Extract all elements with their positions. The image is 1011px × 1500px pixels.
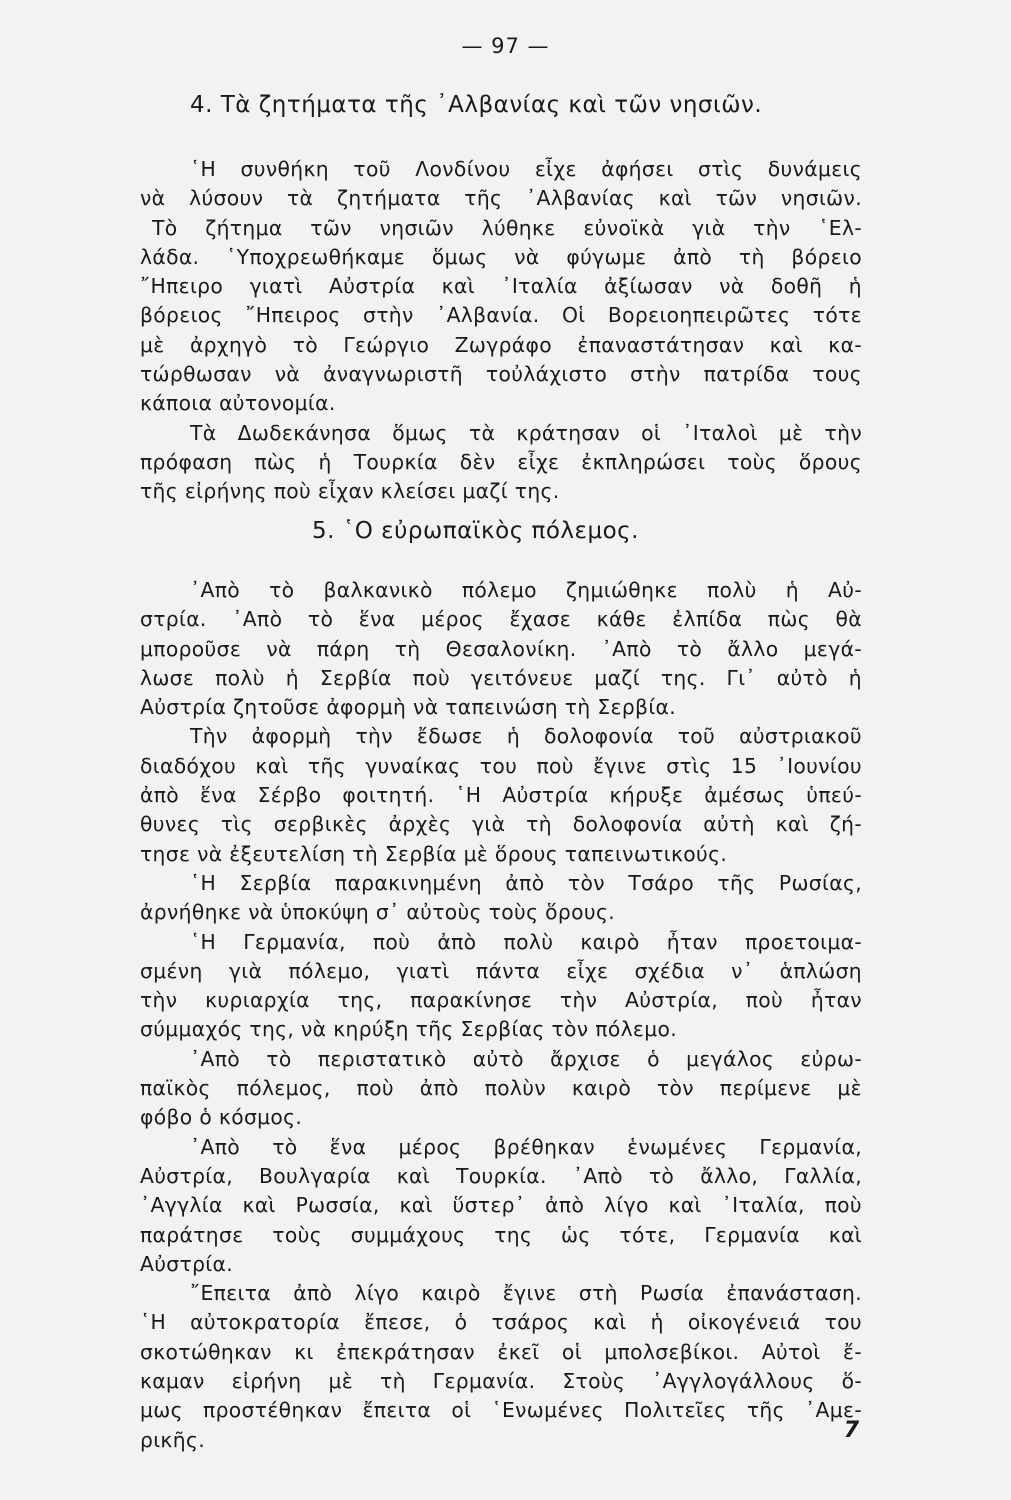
text-line: ἀρνήθηκε νὰ ὑποκύψη σ᾿ αὐτοὺς τοὺς ὅρους.	[140, 900, 615, 925]
text-line: τὴν κυριαρχία της, παρακίνησε τὴν Αὐστρία, ποὺ ἦταν	[140, 988, 862, 1013]
text-line: Τὸ ζήτημα τῶν νησιῶν λύθηκε εὐνοϊκὰ γιὰ τὴν ῾Ελ-	[152, 215, 862, 240]
text-line: φόβο ὁ κόσμος.	[140, 1105, 303, 1130]
text-line: στρία. ᾿Απὸ τὸ ἕνα μέρος ἔχασε κάθε ἐλπίδα πὼς θὰ	[140, 607, 862, 632]
text-line: Αὐστρία ζητοῦσε ἀφορμὴ νὰ ταπεινώση τὴ Σερβία.	[140, 695, 677, 720]
text-line: Αὐστρία.	[140, 1251, 234, 1276]
text-line: ᾿Αγγλία καὶ Ρωσσία, καὶ ὕστερ᾿ ἀπὸ λίγο καὶ ᾿Ιταλία, ποὺ	[140, 1193, 862, 1218]
page-number: — 97 —	[461, 34, 550, 58]
text-line: ῾Η Γερμανία, ποὺ ἀπὸ πολὺ καιρὸ ἦταν προετοιμα-	[190, 929, 862, 954]
section-body-albania-islands	[140, 155, 862, 507]
text-line: ᾿Απὸ τὸ περιστατικὸ αὐτὸ ἄρχισε ὁ μεγάλος εὐρω-	[190, 1046, 862, 1071]
folio-number: 7	[843, 1418, 859, 1443]
text-line: θυνες τὶς σερβικὲς ἀρχὲς γιὰ τὴ δολοφονία αὐτὴ καὶ ζή-	[140, 812, 862, 837]
text-line: παράτησε τοὺς συμμάχους της ὡς τότε, Γερμανία καὶ	[140, 1222, 862, 1247]
text-line: ῾Η συνθήκη τοῦ Λονδίνου εἶχε ἀφήσει στὶς δυνάμεις	[190, 157, 862, 181]
text-line: καμαν εἰρήνη μὲ τὴ Γερμανία. Στοὺς ᾿Αγγλογάλλους ὅ-	[140, 1369, 862, 1394]
text-line: ῎Ηπειρο γιατὶ Αὐστρία καὶ ᾿Ιταλία ἀξίωσαν νὰ δοθῆ ἡ	[140, 274, 862, 299]
text-line: νὰ λύσουν τὰ ζητήματα τῆς ᾿Αλβανίας καὶ τῶν νησιῶν.	[140, 186, 862, 211]
text-line: μως προστέθηκαν ἔπειτα οἱ ῾Ενωμένες Πολιτεῖες τῆς ᾿Αμε-	[140, 1398, 862, 1423]
text-line: ρικῆς.	[140, 1427, 205, 1452]
text-line: πρόφαση πὼς ἡ Τουρκία δὲν εἶχε ἐκπληρώσει τοὺς ὅρους	[140, 449, 862, 474]
text-line: ἀπὸ ἕνα Σέρβο φοιτητή. ῾Η Αὐστρία κήρυξε ἀμέσως ὑπεύ-	[140, 783, 862, 808]
text-line: Αὐστρία, Βουλγαρία καὶ Τουρκία. ᾿Απὸ τὸ ἄλλο, Γαλλία,	[140, 1163, 862, 1188]
text-line: τώρθωσαν νὰ ἀναγνωριστῆ τοὐλάχιστο στὴν πατρίδα τους	[140, 362, 862, 387]
text-line: τησε νὰ ἐξευτελίση τὴ Σερβία μὲ ὅρους ταπεινωτικούς.	[140, 841, 728, 866]
text-line: ῾Η αὐτοκρατορία ἔπεσε, ὁ τσάρος καὶ ἡ οἰκογένειά του	[140, 1310, 862, 1335]
text-line: ῾Η Σερβία παρακινημένη ἀπὸ τὸν Τσάρο τῆς Ρωσίας,	[190, 870, 862, 895]
section-heading-albania-islands: 4. Τὰ ζητήματα τῆς ᾿Αλβανίας καὶ τῶν νησιῶν.	[190, 92, 763, 118]
text-line: ᾿Απὸ τὸ ἕνα μέρος βρέθηκαν ἑνωμένες Γερμανία,	[190, 1134, 862, 1159]
text-line: Τὰ Δωδεκάνησα ὅμως τὰ κράτησαν οἱ ᾿Ιταλοὶ μὲ τὴν	[190, 420, 862, 445]
text-line: τῆς εἰρήνης ποὺ εἶχαν κλείσει μαζί της.	[140, 479, 560, 504]
text-line: σύμμαχός της, νὰ κηρύξη τῆς Σερβίας τὸν πόλεμο.	[140, 1017, 678, 1042]
text-line: σκοτώθηκαν κι ἐπεκράτησαν ἐκεῖ οἱ μπολσεβίκοι. Αὐτοὶ ἔ-	[140, 1339, 862, 1364]
text-line: λάδα. ῾Υποχρεωθήκαμε ὅμως νὰ φύγωμε ἀπὸ τὴ βόρειο	[140, 244, 862, 269]
text-line: παϊκὸς πόλεμος, ποὺ ἀπὸ πολὺν καιρὸ τὸν περίμενε μὲ	[140, 1076, 862, 1101]
section-body-european-war	[140, 576, 862, 1455]
text-line: λωσε πολὺ ἡ Σερβία ποὺ γειτόνευε μαζί της. Γι᾿ αὐτὸ ἡ	[140, 665, 862, 690]
text-line: ᾿Απὸ τὸ βαλκανικὸ πόλεμο ζημιώθηκε πολὺ ἡ Αὐ-	[190, 578, 862, 602]
text-line: μὲ ἀρχηγὸ τὸ Γεώργιο Ζωγράφο ἐπαναστάτησαν καὶ κα-	[140, 332, 862, 357]
text-line: Τὴν ἀφορμὴ τὴν ἔδωσε ἡ δολοφονία τοῦ αὐστριακοῦ	[190, 724, 862, 749]
section-heading-european-war: 5. ῾Ο εὐρωπαϊκὸς πόλεμος.	[312, 518, 639, 544]
text-line: κάποια αὐτονομία.	[140, 391, 336, 416]
text-line: ῎Επειτα ἀπὸ λίγο καιρὸ ἔγινε στὴ Ρωσία ἐπανάσταση.	[190, 1281, 862, 1306]
text-line: διαδόχου καὶ τῆς γυναίκας του ποὺ ἔγινε στὶς 15 ᾿Ιουνίου	[140, 753, 862, 778]
text-line: μποροῦσε νὰ πάρη τὴ Θεσαλονίκη. ᾿Απὸ τὸ ἄλλο μεγά-	[140, 636, 862, 661]
text-line: βόρειος ῎Ηπειρος στὴν ᾿Αλβανία. Οἱ Βορειοηπειρῶτες τότε	[140, 303, 862, 328]
text-line: σμένη γιὰ πόλεμο, γιατὶ πάντα εἶχε σχέδια ν᾿ ἁπλώση	[140, 958, 862, 983]
